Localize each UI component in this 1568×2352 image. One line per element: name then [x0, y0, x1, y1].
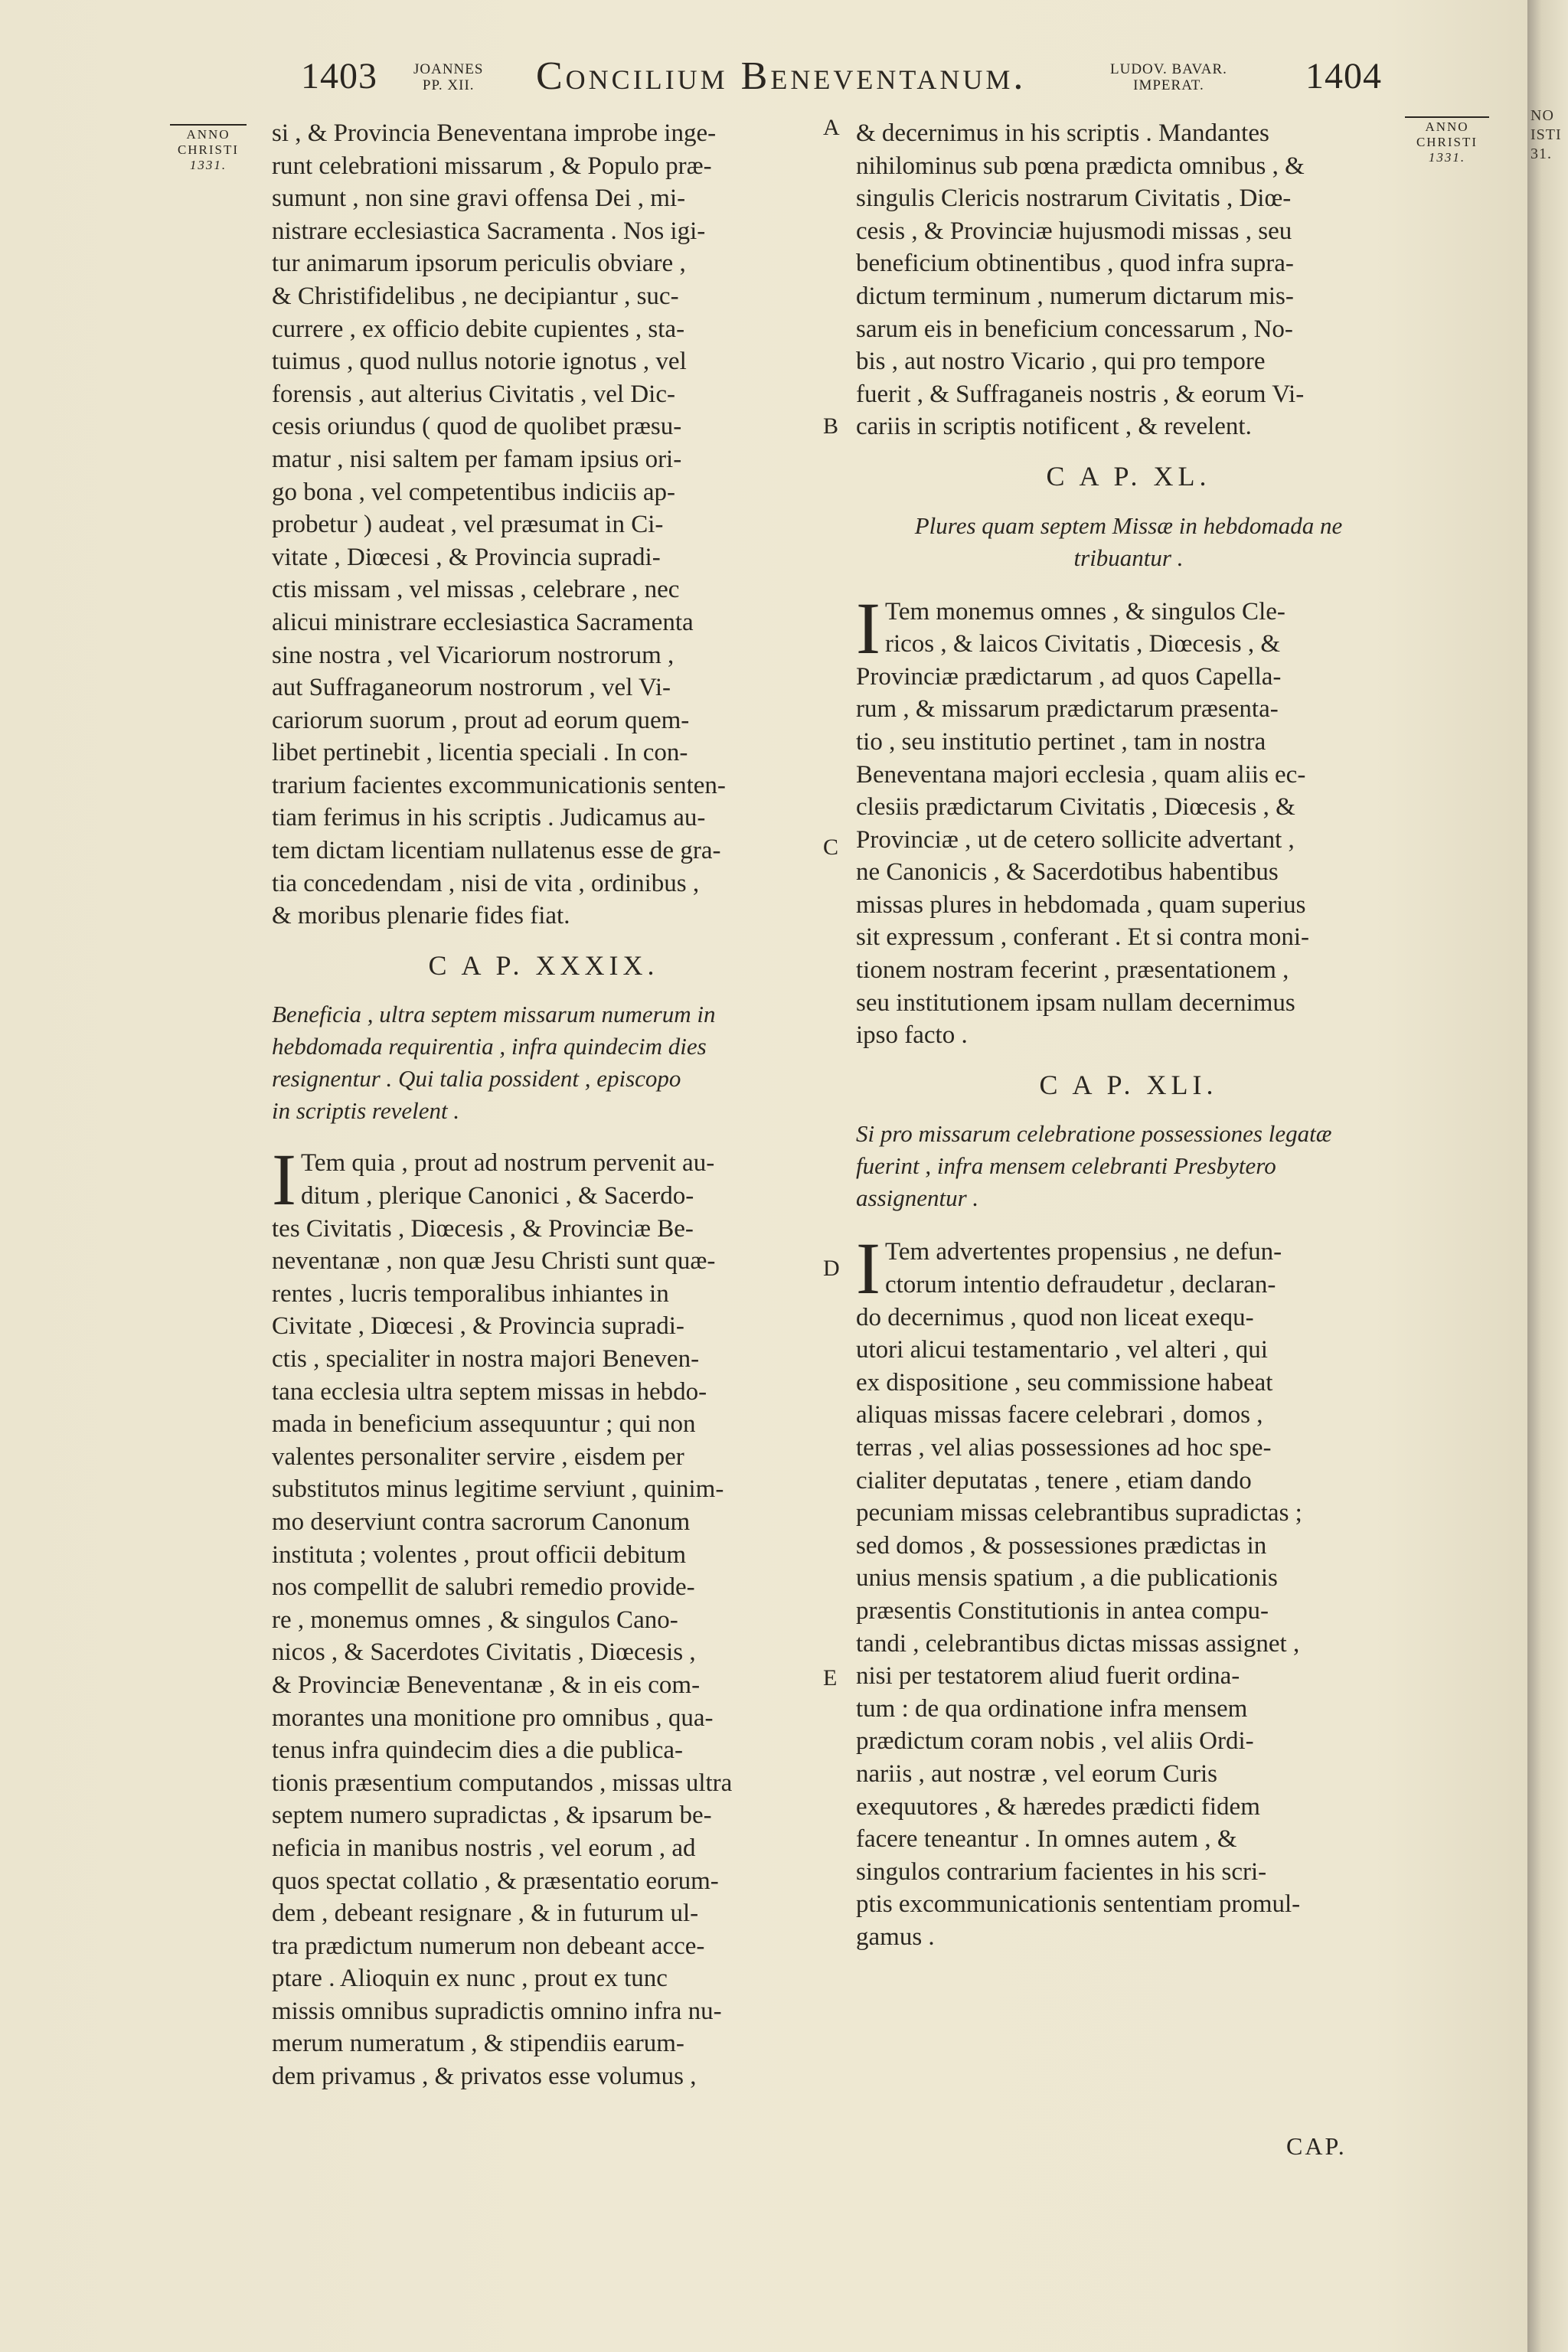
text-line: cariorum suorum , prout ad eorum quem-	[272, 706, 690, 734]
cap40-heading: C A P. XL.	[1046, 460, 1211, 492]
text-line: Tem advertentes propensius , ne defun-	[884, 1238, 1282, 1266]
anno-rule	[1405, 116, 1489, 118]
rubric-line: Si pro missarum celebratione possessiones legatæ	[856, 1120, 1332, 1148]
text-line: go bona , vel competentibus indiciis ap-	[272, 478, 675, 506]
text-line: Civitate , Diœcesi , & Provincia supradi-	[272, 1312, 684, 1341]
text-line: nos compellit de salubri remedio provide-	[272, 1573, 695, 1602]
text-line: re , monemus omnes , & singulos Cano-	[272, 1606, 678, 1634]
anno-line2: CHRISTI	[177, 142, 240, 157]
text-line: pecuniam missas celebrantibus supradictas ;	[856, 1499, 1302, 1527]
text-line: sit expressum , conferant . Et si contra moni-	[856, 923, 1310, 952]
anno-line1: ANNO	[186, 127, 230, 142]
text-line: tuimus , quod nullus notorie ignotus , vel	[272, 348, 687, 376]
text-line: ctis missam , vel missas , celebrare , nec	[272, 576, 680, 604]
section-letter-d: D	[823, 1256, 840, 1281]
anno-line2: CHRISTI	[1416, 135, 1478, 149]
text-line: probetur ) audeat , vel præsumat in Ci-	[272, 511, 664, 539]
text-line: facere teneantur . In omnes autem , &	[856, 1825, 1237, 1854]
text-line: alicui ministrare ecclesiastica Sacramenta	[272, 608, 694, 636]
text-line: forensis , aut alterius Civitatis , vel Dic-	[272, 380, 675, 408]
rubric-line: Plures quam septem Missæ in hebdomada ne	[914, 511, 1343, 539]
text-line: Tem monemus omnes , & singulos Cle-	[884, 597, 1285, 626]
left-page-number: 1403	[301, 56, 377, 96]
text-line: missis omnibus supradictis omnino infra nu-	[272, 1997, 722, 2025]
rubric-line: fuerint , infra mensem celebranti Presbytero	[856, 1152, 1276, 1180]
rubric-line: assignentur .	[856, 1184, 979, 1212]
next-page-fragment: ISTI	[1530, 126, 1562, 143]
text-line: fuerit , & Suffraganeis nostris , & eorum Vi-	[856, 380, 1305, 408]
text-line: matur , nisi saltem per famam ipsius ori-	[272, 445, 682, 473]
text-line: sed domos , & possessiones prædictas in	[856, 1531, 1267, 1560]
rubric-line: resignentur . Qui talia possident , episcopo	[272, 1065, 681, 1093]
section-letter-a: A	[823, 115, 840, 140]
right-emperor-heading	[1110, 61, 1227, 93]
text-line: unius mensis spatium , a die publicationis	[856, 1564, 1278, 1592]
text-line: dictum terminum , numerum dictarum mis-	[856, 282, 1294, 310]
text-line: si , & Provincia Beneventana improbe inge-	[272, 119, 717, 147]
catchword: CAP.	[1286, 2132, 1347, 2160]
text-line: aliquas missas facere celebrari , domos ,	[856, 1401, 1263, 1429]
section-letter-e: E	[823, 1665, 838, 1690]
text-line: tem dictam licentiam nullatenus esse de gra-	[272, 837, 721, 865]
text-line: ne Canonicis , & Sacerdotibus habentibus	[856, 858, 1279, 887]
text-line: & Christifidelibus , ne decipiantur , suc-	[272, 282, 679, 310]
right-emperor-line2: IMPERAT.	[1133, 77, 1204, 93]
right-margin-anno	[1405, 116, 1489, 165]
text-line: tionem nostram fecerint , præsentationem ,	[856, 956, 1289, 985]
text-line: vitate , Diœcesi , & Provincia supradi-	[272, 543, 661, 571]
text-line: tur animarum ipsorum periculis obviare ,	[272, 250, 686, 278]
text-line: substitutos minus legitime serviunt , quinim-	[272, 1475, 724, 1504]
text-line: Tem quia , prout ad nostrum pervenit au-	[300, 1149, 715, 1178]
text-line: tio , seu institutio pertinet , tam in nostra	[856, 727, 1266, 756]
text-line: aut Suffraganeorum nostrorum , vel Vi-	[272, 674, 671, 702]
right-page-number: 1404	[1305, 56, 1382, 96]
text-line: ptis excommunicationis sententiam promul-	[856, 1890, 1301, 1919]
text-line: cialiter deputatas , tenere , etiam dando	[856, 1466, 1252, 1494]
text-line: & moribus plenarie fides fiat.	[272, 902, 570, 930]
text-line: bis , aut nostro Vicario , qui pro tempore	[856, 348, 1266, 376]
text-line: nihilominus sub pœna prædicta omnibus , &	[856, 152, 1305, 180]
text-line: runt celebrationi missarum , & Populo præ-	[272, 152, 712, 180]
text-line: utori alicui testamentario , vel alteri , qui	[856, 1336, 1268, 1364]
text-line: Provinciæ , ut de cetero sollicite advertant ,	[856, 825, 1295, 854]
text-line: Provinciæ prædictarum , ad quos Capella-	[856, 662, 1282, 691]
text-line: tenus infra quindecim dies a die publica-	[272, 1736, 683, 1765]
text-line: instituta ; volentes , prout officii debitum	[272, 1540, 687, 1569]
rubric-line: tribuantur .	[1073, 544, 1184, 571]
text-line: ctorum intentio defraudetur , declaran-	[884, 1271, 1276, 1299]
text-line: ctis , specialiter in nostra majori Beneven-	[272, 1345, 700, 1373]
rubric-line: hebdomada requirentia , infra quindecim dies	[272, 1033, 707, 1060]
text-line: nariis , aut nostræ , vel eorum Curis	[856, 1759, 1218, 1788]
anno-line1: ANNO	[1425, 119, 1469, 134]
text-line: libet pertinebit , licentia speciali . In con-	[272, 739, 688, 767]
anno-rule	[170, 124, 247, 126]
text-line: tana ecclesia ultra septem missas in hebdo-	[272, 1377, 707, 1406]
text-line: currere , ex officio debite cupientes , sta-	[272, 315, 685, 343]
text-line: nistrare ecclesiastica Sacramenta . Nos igi-	[272, 217, 706, 245]
text-line: trarium facientes excommunicationis senten-	[272, 771, 726, 799]
text-line: tra prædictum numerum non debeant acce-	[272, 1932, 705, 1960]
text-line: rum , & missarum prædictarum præsenta-	[856, 695, 1279, 724]
next-page-edge	[1527, 0, 1568, 2352]
cap39-drop-initial: I	[272, 1138, 296, 1221]
text-line: sumunt , non sine gravi offensa Dei , mi-	[272, 185, 686, 213]
text-line: rentes , lucris temporalibus inhiantes in	[272, 1279, 669, 1308]
text-line: septem numero supradictas , & ipsarum be-	[272, 1802, 712, 1830]
text-line: ricos , & laicos Civitatis , Diœcesis , &	[884, 630, 1280, 658]
text-line: do decernimus , quod non liceat exequ-	[856, 1303, 1254, 1331]
text-line: neficia in manibus nostris , vel eorum , ad	[272, 1834, 696, 1862]
text-line: sarum eis in beneficium concessarum , No-	[856, 315, 1293, 343]
text-line: gamus .	[856, 1922, 935, 1951]
text-line: & decernimus in his scriptis . Mandantes	[856, 119, 1269, 147]
cap39-body	[272, 1138, 815, 2092]
page-title: Concilium Beneventanum.	[536, 54, 1027, 98]
text-line: ex dispositione , seu commissione habeat	[856, 1368, 1273, 1396]
text-line: clesiis prædictarum Civitatis , Diœcesis , &	[856, 793, 1295, 822]
cap40-body	[856, 586, 1401, 1052]
text-line: valentes personaliter servire , eisdem per	[272, 1442, 684, 1471]
text-line: prædictum coram nobis , vel aliis Ordi-	[856, 1727, 1254, 1756]
cap41-heading: C A P. XLI.	[1039, 1069, 1218, 1100]
text-line: terras , vel alias possessiones ad hoc spe-	[856, 1434, 1272, 1462]
text-line: exequutores , & hæredes prædicti fidem	[856, 1792, 1260, 1821]
text-line: Beneventana majori ecclesia , quam aliis ec-	[856, 760, 1306, 789]
text-line: nisi per testatorem aliud fuerit ordina-	[856, 1662, 1240, 1690]
cap41-rubric	[856, 1118, 1401, 1214]
text-line: præsentis Constitutionis in antea compu-	[856, 1596, 1269, 1625]
text-line: tandi , celebrantibus dictas missas assignet ,	[856, 1629, 1300, 1658]
text-line: merum numeratum , & stipendiis earum-	[272, 2030, 684, 2058]
text-line: singulis Clericis nostrarum Civitatis , Diœ-	[856, 185, 1292, 213]
text-line: tionis præsentium computandos , missas ultra	[272, 1769, 733, 1797]
left-opening-text	[272, 117, 815, 933]
text-line: cariis in scriptis notificent , & revelent.	[856, 413, 1252, 441]
anno-year: 1331.	[1428, 150, 1466, 165]
text-line: sine nostra , vel Vicariorum nostrorum ,	[272, 641, 675, 669]
anno-year: 1331.	[189, 158, 227, 172]
section-letter-c: C	[823, 835, 839, 860]
cap40-text	[856, 586, 1401, 1052]
text-line: quos spectat collatio , & præsentatio eorum-	[272, 1867, 719, 1895]
text-line: mada in beneficium assequuntur ; qui non	[272, 1410, 696, 1439]
text-line: seu institutionem ipsam nullam decernimus	[856, 988, 1295, 1017]
left-pope-heading	[413, 61, 483, 93]
cap39-rubric	[272, 998, 815, 1127]
text-line: tia concedendam , nisi de vita , ordinibus ,	[272, 869, 700, 897]
text-line: neventanæ , non quæ Jesu Christi sunt quæ-	[272, 1247, 716, 1276]
text-line: ipso facto .	[856, 1021, 968, 1050]
text-line: tum : de qua ordinatione infra mensem	[856, 1694, 1248, 1723]
text-line: ptare . Alioquin ex nunc , prout ex tunc	[272, 1965, 668, 1993]
text-line: missas plures in hebdomada , quam superius	[856, 890, 1306, 919]
section-letter-b: B	[823, 413, 839, 439]
right-column	[856, 117, 1401, 1954]
text-line: tiam ferimus in his scriptis . Judicamus au-	[272, 804, 706, 832]
text-line: ditum , plerique Canonici , & Sacerdo-	[300, 1182, 694, 1210]
text-line: beneficium obtinentibus , quod infra supra-	[856, 250, 1294, 278]
left-pope-line1: JOANNES	[413, 61, 484, 77]
cap41-body	[856, 1227, 1401, 1953]
text-line: nicos , & Sacerdotes Civitatis , Diœcesis ,	[272, 1638, 696, 1667]
text-line: dem privamus , & privatos esse volumus ,	[272, 2063, 697, 2091]
left-margin-anno	[170, 124, 247, 173]
right-opening-text	[856, 117, 1401, 443]
text-line: dem , debeant resignare , & in futurum ul-	[272, 1900, 699, 1928]
next-page-fragment: NO	[1530, 107, 1554, 124]
right-emperor-line1: LUDOV. BAVAR.	[1110, 61, 1227, 77]
rubric-line: Beneficia , ultra septem missarum numerum in	[272, 1001, 716, 1028]
cap40-rubric	[856, 510, 1401, 574]
cap39-text	[272, 1138, 815, 2092]
left-column	[272, 117, 815, 2093]
rubric-line: in scriptis revelent .	[272, 1097, 460, 1125]
text-line: cesis , & Provinciæ hujusmodi missas , seu	[856, 217, 1292, 245]
text-line: morantes una monitione pro omnibus , qua-	[272, 1704, 714, 1732]
text-line: & Provinciæ Beneventanæ , & in eis com-	[272, 1671, 701, 1699]
text-line: tes Civitatis , Diœcesis , & Provinciæ Be-	[272, 1214, 694, 1243]
cap41-drop-initial: I	[856, 1227, 880, 1310]
cap39-heading: C A P. XXXIX.	[428, 949, 659, 981]
cap40-drop-initial: I	[856, 586, 880, 669]
left-pope-line2: PP. XII.	[422, 77, 475, 93]
next-page-fragment: 31.	[1530, 145, 1552, 162]
cap41-text	[856, 1227, 1401, 1953]
text-line: cesis oriundus ( quod de quolibet præsu-	[272, 413, 682, 441]
text-line: mo deserviunt contra sacrorum Canonum	[272, 1508, 691, 1536]
text-line: singulos contrarium facientes in his scri-	[856, 1857, 1267, 1886]
